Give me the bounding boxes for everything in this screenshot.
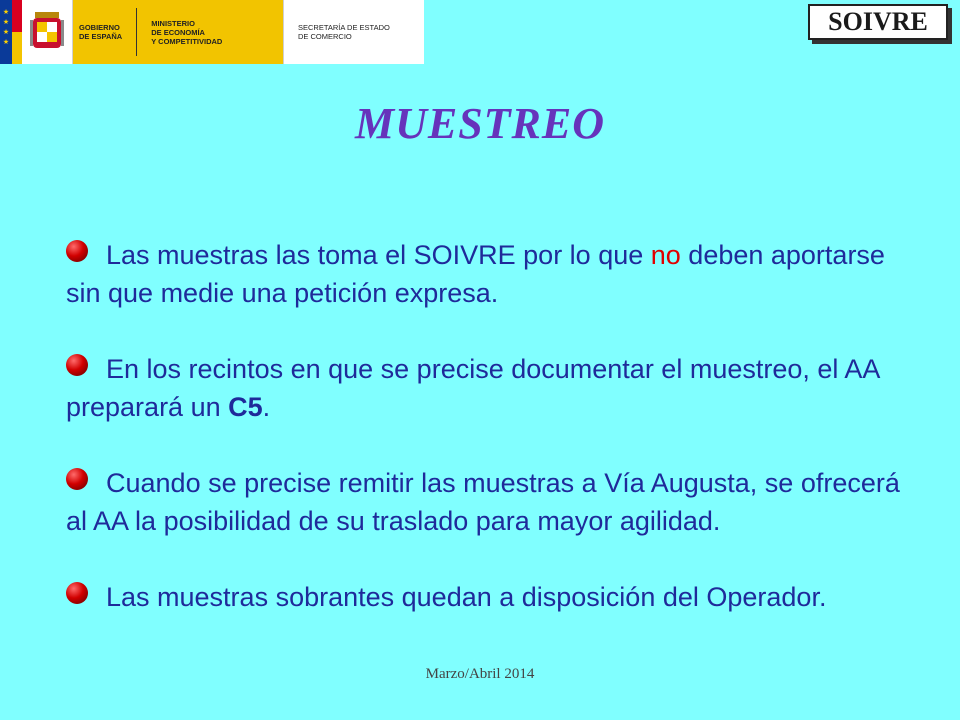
paragraph-text: deben aportarse sin que medie una petición expresa. [66, 240, 885, 308]
bullet-paragraph-4 [66, 578, 926, 616]
ministry-label: MINISTERIO DE ECONOMÍA Y COMPETITIVIDAD [151, 18, 223, 46]
paragraph-text: . [262, 392, 271, 422]
bullet-icon [66, 582, 88, 604]
bullet-paragraph-3 [66, 464, 926, 540]
paragraph-text: En los recintos en que se precise documentar el muestreo, el AA preparará un [66, 354, 879, 422]
soivre-badge: SOIVRE [808, 4, 948, 40]
bullet-paragraph-2 [66, 350, 926, 426]
slide-title: MUESTREO [354, 99, 606, 148]
secretaria-label: SECRETARÍA DE ESTADO DE COMERCIO [298, 23, 390, 41]
footer-date: Marzo/Abril 2014 [425, 666, 535, 682]
paragraph-text: Cuando se precise remitir las muestras a Vía Augusta, se ofrecerá al AA la posibilidad de su traslado para mayor agilidad. [66, 468, 900, 536]
bullet-paragraph-1 [66, 236, 926, 312]
gobierno-label: GOBIERNO DE ESPAÑA [79, 23, 123, 41]
spain-flag-icon [0, 0, 22, 64]
coat-of-arms-icon [22, 0, 73, 64]
logo-divider [136, 8, 137, 56]
highlight-word: no [650, 240, 681, 270]
secretaria-logo [283, 0, 424, 64]
paragraph-text: Las muestras las toma el SOIVRE por lo que [106, 240, 651, 270]
bullet-icon [66, 354, 88, 376]
highlight-word: C5 [228, 392, 263, 422]
ministry-logo [73, 0, 283, 64]
government-logo-header [0, 0, 424, 64]
paragraph-text: Las muestras sobrantes quedan a disposición del Operador. [106, 582, 827, 612]
eu-stars-icon: ★ ★ ★ ★ [0, 0, 12, 64]
bullet-icon [66, 240, 88, 262]
slide-body [66, 236, 926, 654]
bullet-icon [66, 468, 88, 490]
